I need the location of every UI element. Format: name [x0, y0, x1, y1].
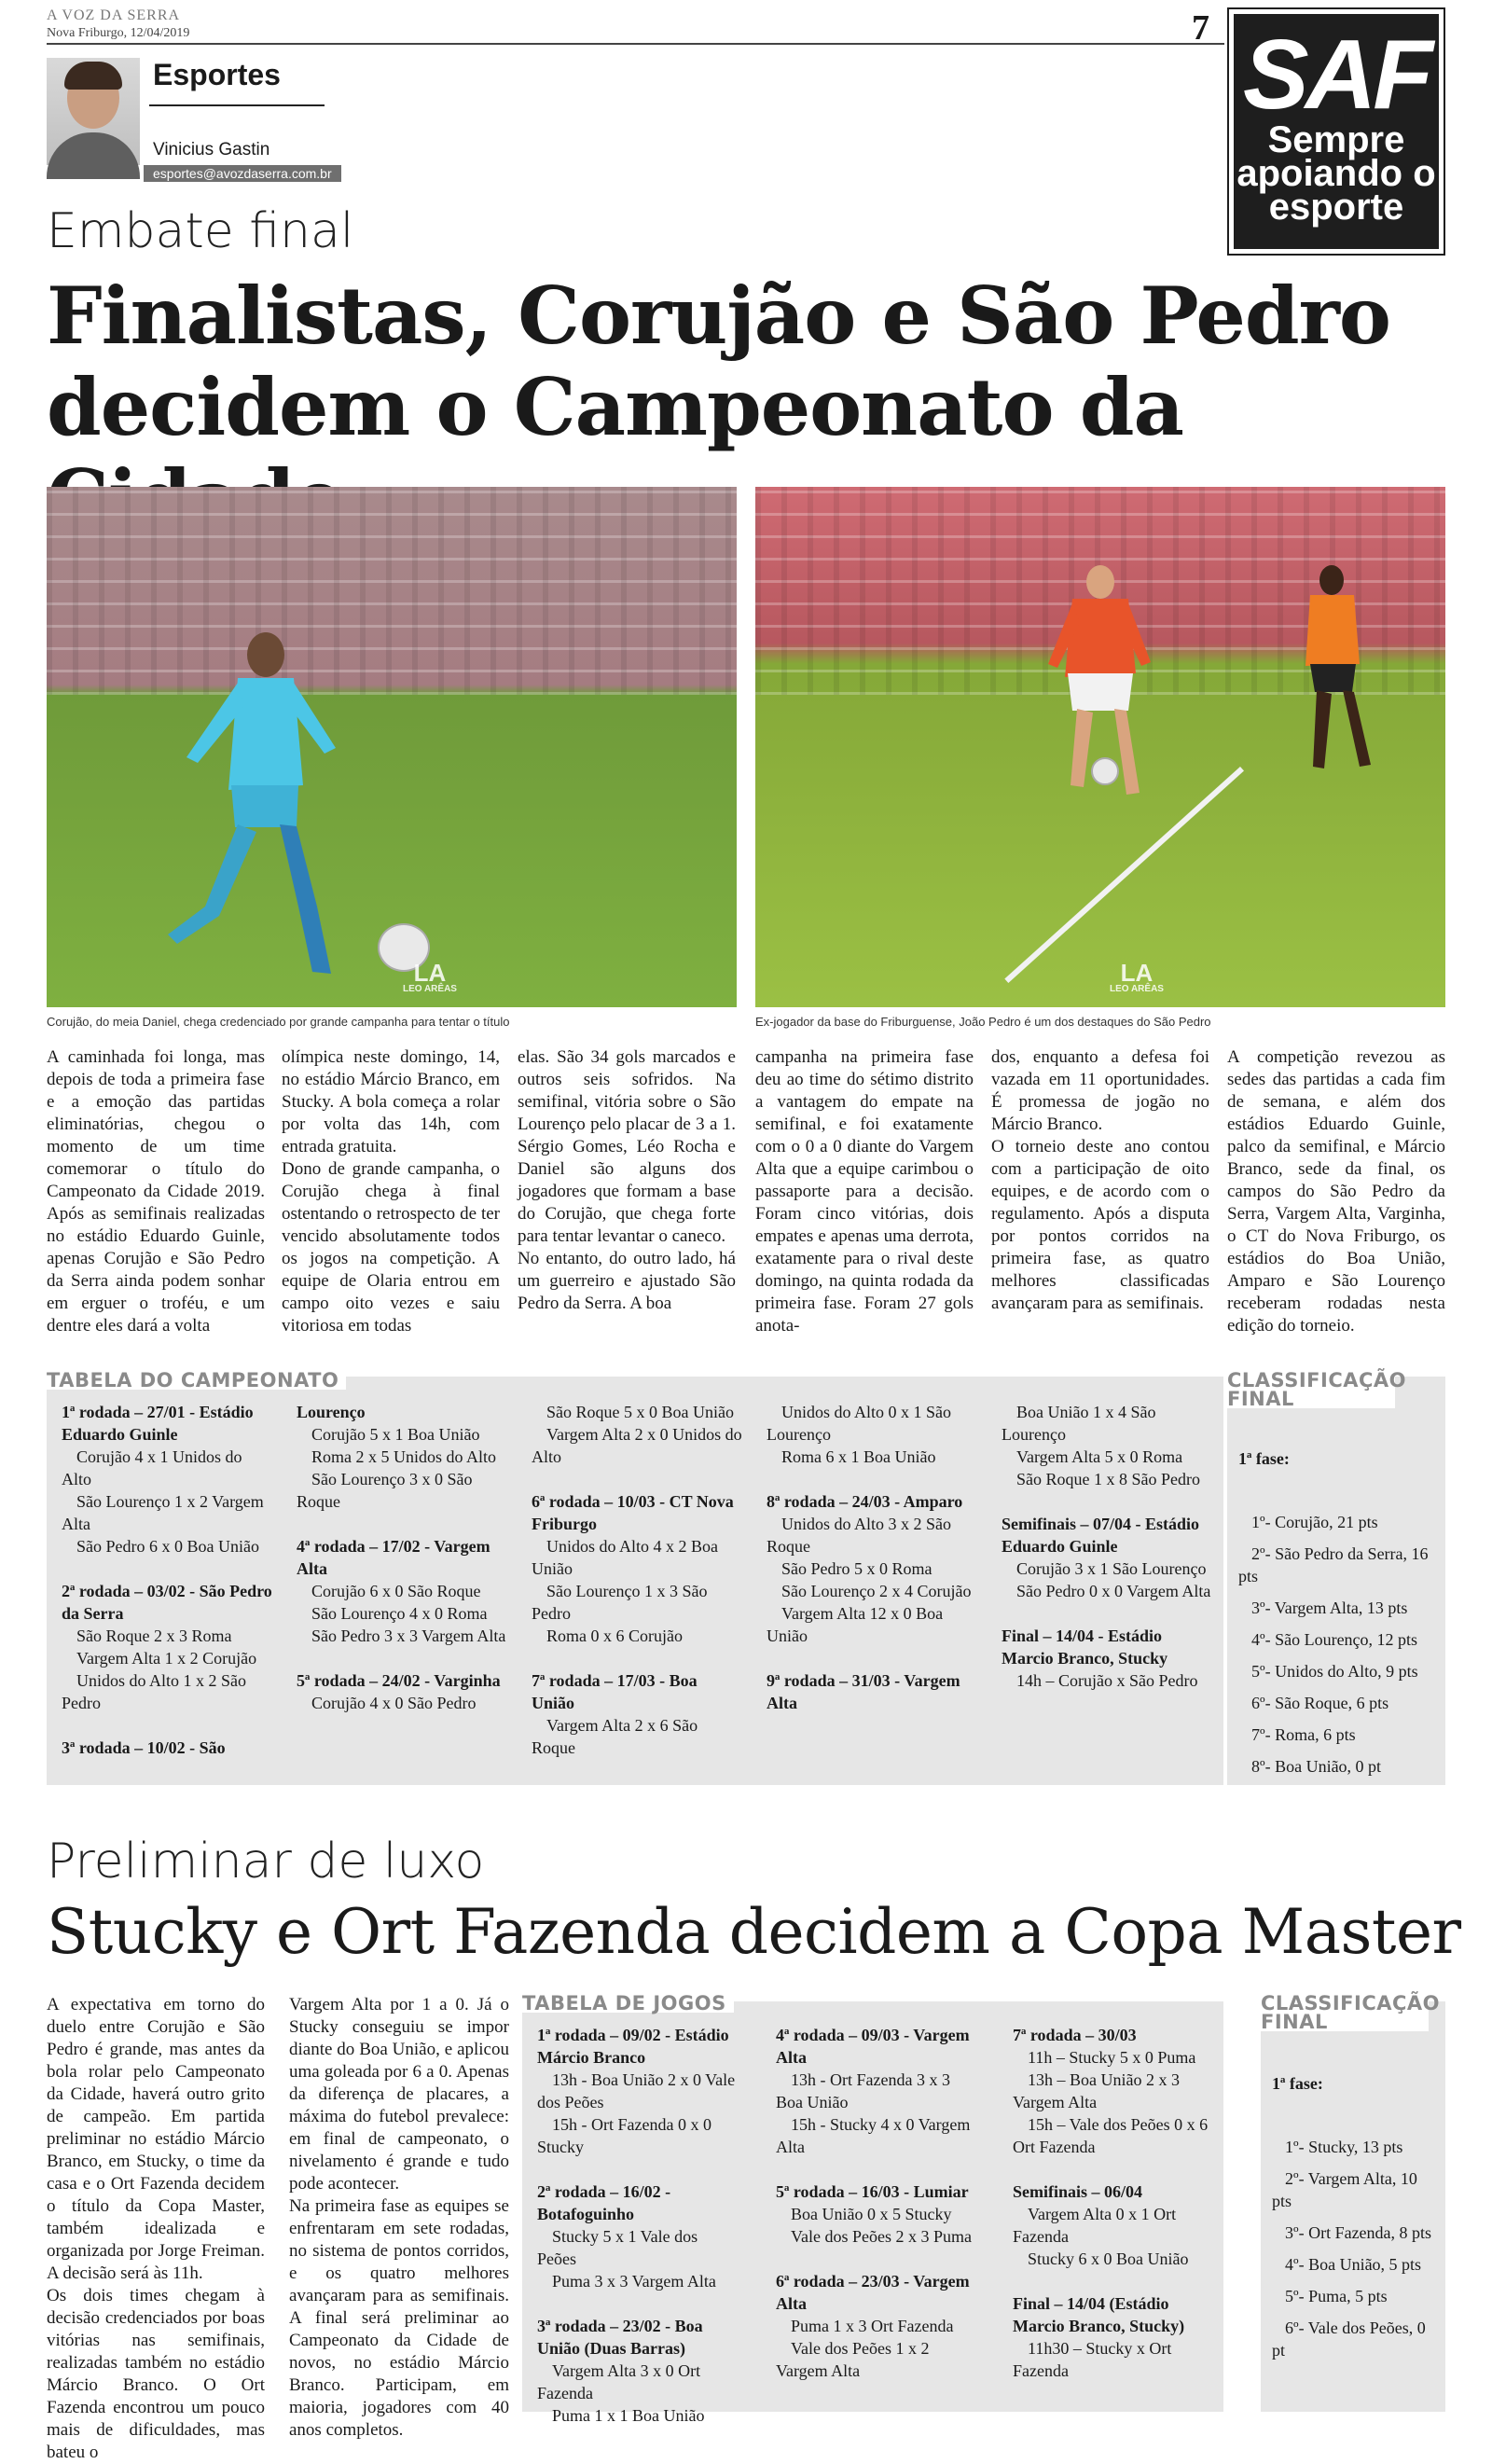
championship-table-match: Corujão 4 x 1 Unidos do Alto — [62, 1447, 242, 1488]
championship-table-match: Corujão 5 x 1 Boa União — [311, 1425, 480, 1444]
games-table-match: 11h – Stucky 5 x 0 Puma — [1028, 2048, 1196, 2067]
championship-table-match: Unidos do Alto 3 x 2 São Roque — [767, 1515, 952, 1556]
photo-watermark: LA LEO ARÊAS — [1110, 959, 1164, 994]
games-table-match: 13h - Ort Fazenda 3 x 3 Boa União — [776, 2070, 950, 2111]
championship-table-match: São Roque 2 x 3 Roma — [76, 1627, 232, 1645]
classification-row: 7º- Roma, 6 pts — [1251, 1725, 1356, 1744]
games-table-match: Stucky 5 x 1 Vale dos Peões — [537, 2227, 698, 2268]
article1-kicker: Embate final — [47, 203, 354, 259]
classification2-list — [1272, 2050, 1440, 2393]
games-table-match: 15h – Vale dos Peões 0 x 6 Ort Fazenda — [1013, 2115, 1209, 2156]
championship-table-round-heading: 4ª rodada – 17/02 - Vargem Alta — [297, 1537, 490, 1578]
games-table-match: 15h - Ort Fazenda 0 x 0 Stucky — [537, 2115, 711, 2156]
games-table-match: 11h30 – Stucky x Ort Fazenda — [1013, 2339, 1172, 2380]
classification-row: 2º- São Pedro da Serra, 16 pts — [1238, 1544, 1429, 1585]
article1-column-4: campanha na primeira fase deu ao time do sétimo distrito a vantagem do empate na semifinal, e foi exatamente com o 0 a 0 diante do Vargem Alta que a equipe carimbou o passaporte para a decisão. Foram cinco vitórias, dois empates e apenas uma derrota, exatamente para o rival deste domingo, na quinta rodada da primeira fase. Foram 27 gols anota- — [755, 1047, 974, 1336]
games-table-match: Vargem Alta 3 x 0 Ort Fazenda — [537, 2361, 701, 2402]
games-table-match: Stucky 6 x 0 Boa União — [1028, 2249, 1189, 2268]
classification-row: 6º- São Roque, 6 pts — [1251, 1694, 1389, 1712]
championship-table-round-heading: 3ª rodada – 10/02 - São — [62, 1738, 226, 1757]
article2-column-2: Vargem Alta por 1 a 0. Já o Stucky conseguiu se impor diante do Boa União, e aplicou uma goleada por 6 a 0. Apenas da diferença de placares, a máxima do futebol prevalece: em final de campeonato, o nivelamento é grande e tudo pode acontecer. Na primeira fase as equipes se enfrentaram em sete rodadas, no sistema de pontos corridos, e os quatro melhores avançaram para as semifinais. A final será preliminar ao Campeonato da Cidade de novos, no estádio Márcio Branco. Participam, em maioria, jogadores com 40 anos completos. — [289, 1995, 509, 2440]
championship-table-match: São Pedro 5 x 0 Roma — [781, 1559, 932, 1578]
article2-headline: Stucky e Ort Fazenda decidem a Copa Master — [47, 1896, 1461, 1968]
games-table-match: 13h - Boa União 2 x 0 Vale dos Peões — [537, 2070, 736, 2111]
championship-table-match: Unidos do Alto 0 x 1 São Lourenço — [767, 1403, 952, 1444]
player-silhouette-icon — [1035, 561, 1166, 860]
classification-row: 8º- Boa União, 0 pt — [1251, 1757, 1382, 1776]
championship-table-round-heading: 2ª rodada – 03/02 - São Pedro da Serra — [62, 1582, 272, 1623]
saf-tagline-3: esporte — [1268, 187, 1404, 228]
photo-corujao-player — [47, 487, 737, 1007]
classification2-phase: 1ª fase: — [1272, 2074, 1323, 2093]
games-table-match: Vargem Alta 0 x 1 Ort Fazenda — [1013, 2205, 1177, 2246]
saf-ad[interactable] — [1229, 9, 1444, 254]
championship-table-round-heading: Semifinais – 07/04 - Estádio Eduardo Guinle — [1002, 1515, 1200, 1556]
masthead: A VOZ DA SERRA — [47, 7, 181, 23]
games-table-match: Puma 1 x 3 Ort Fazenda — [791, 2317, 954, 2335]
opponent-silhouette-icon — [1278, 561, 1389, 785]
games-table-match: 13h – Boa União 2 x 3 Vargem Alta — [1013, 2070, 1180, 2111]
headline-line-2: decidem o Campeonato da — [47, 361, 1183, 453]
championship-table-match: Unidos do Alto 1 x 2 São Pedro — [62, 1671, 247, 1712]
championship-table-match: Vargem Alta 1 x 2 Corujão — [76, 1649, 257, 1668]
section-title: Esportes — [153, 58, 281, 91]
championship-table-match: Roma 2 x 5 Unidos do Alto — [311, 1447, 497, 1466]
games-table-title: TABELA DE JOGOS — [522, 1994, 734, 2013]
games-table-round-heading: 7ª rodada – 30/03 — [1013, 2026, 1137, 2044]
games-table-round-heading: 2ª rodada – 16/02 - Botafoguinho — [537, 2182, 671, 2223]
author-avatar — [47, 58, 140, 165]
championship-table-match: Vargem Alta 2 x 6 São Roque — [532, 1716, 698, 1757]
championship-table-column-4 — [767, 1401, 977, 1714]
classification-row: 5º- Unidos do Alto, 9 pts — [1251, 1662, 1418, 1681]
dateline: Nova Friburgo, 12/04/2019 — [47, 26, 190, 40]
championship-table-match: Vargem Alta 2 x 0 Unidos do Alto — [532, 1425, 742, 1466]
classification-list — [1238, 1425, 1438, 1809]
championship-table-round-heading: 6ª rodada – 10/03 - CT Nova Friburgo — [532, 1492, 734, 1533]
games-table-round-heading: 1ª rodada – 09/02 - Estádio Márcio Branco — [537, 2026, 729, 2067]
classification2-row: 6º- Vale dos Peões, 0 pt — [1272, 2319, 1426, 2360]
championship-table-match: 14h – Corujão x São Pedro — [1016, 1671, 1198, 1690]
championship-table-column-1 — [62, 1401, 272, 1759]
games-table-round-heading: 5ª rodada – 16/03 - Lumiar — [776, 2182, 969, 2201]
championship-table-match: Vargem Alta 12 x 0 Boa União — [767, 1604, 944, 1645]
championship-table-column-5 — [1002, 1401, 1212, 1692]
classification2-row: 3º- Ort Fazenda, 8 pts — [1285, 2223, 1432, 2242]
championship-table-round-heading: 5ª rodada – 24/02 - Varginha — [297, 1671, 501, 1690]
games-table-column-2 — [776, 2024, 979, 2382]
saf-tagline-1: Sempre — [1267, 119, 1405, 160]
photo-caption-left: Corujão, do meia Daniel, chega credenciado por grande campanha para tentar o título — [47, 1015, 510, 1029]
championship-table-match: Roma 6 x 1 Boa União — [781, 1447, 936, 1466]
games-table-match: Vale dos Peões 2 x 3 Puma — [791, 2227, 972, 2246]
article2-column-1: A expectativa em torno do duelo entre Corujão e São Pedro é grande, mas antes da bola rolar pelo Campeonato da Cidade, haverá outro grito de campeão. Em partida preliminar no estádio Márcio Branco, em Stucky, o time da casa e o Ort Fazenda decidem o título da Copa Master, também idealizada e organizada por Jorge Freiman. A decisão será às 11h. Os dois times chegam à decisão credenciados por boas vitórias nas semifinais, realizadas também no estádio Márcio Branco. O Ort Fazenda encontrou um pouco mais de dificuldades, mas bateu o — [47, 1995, 265, 2462]
classification2-row: 5º- Puma, 5 pts — [1285, 2287, 1388, 2305]
header-rule — [47, 43, 1224, 45]
championship-table-round-heading: Final – 14/04 - Estádio Marcio Branco, Stucky — [1002, 1627, 1168, 1668]
championship-table-match: São Pedro 0 x 0 Vargem Alta — [1016, 1582, 1211, 1600]
championship-table-title: TABELA DO CAMPEONATO — [47, 1371, 346, 1390]
championship-table-match: São Lourenço 3 x 0 São Roque — [297, 1470, 473, 1511]
championship-table-match: Corujão 4 x 0 São Pedro — [311, 1694, 477, 1712]
games-table-column-1 — [537, 2024, 740, 2427]
championship-table-match: São Lourenço 1 x 2 Vargem Alta — [62, 1492, 264, 1533]
saf-logo: SAF — [1243, 20, 1430, 130]
games-table-match: 15h - Stucky 4 x 0 Vargem Alta — [776, 2115, 971, 2156]
championship-table-match: Vargem Alta 5 x 0 Roma — [1016, 1447, 1183, 1466]
saf-tagline-2: apoiando o — [1236, 153, 1436, 194]
championship-table-match: São Pedro 3 x 3 Vargem Alta — [311, 1627, 506, 1645]
championship-table-round-heading: 8ª rodada – 24/03 - Amparo — [767, 1492, 963, 1511]
games-table-round-heading: 6ª rodada – 23/03 - Vargem Alta — [776, 2272, 970, 2313]
classification2-row: 1º- Stucky, 13 pts — [1285, 2138, 1403, 2156]
ball-icon — [1091, 757, 1119, 785]
classification2-title: CLASSIFICAÇÃO FINAL — [1261, 1992, 1441, 2033]
games-table-round-heading: Final – 14/04 (Estádio Marcio Branco, Stucky) — [1013, 2294, 1185, 2335]
classification2-row: 2º- Vargem Alta, 10 pts — [1272, 2169, 1417, 2210]
championship-table-round-heading: 7ª rodada – 17/03 - Boa União — [532, 1671, 698, 1712]
championship-table-column-3 — [532, 1401, 742, 1759]
classification-row: 3º- Vargem Alta, 13 pts — [1251, 1599, 1408, 1617]
article1-column-2: olímpica neste domingo, 14, no estádio Márcio Branco, em Stucky. A bola começa a rolar por volta das 14h, com entrada gratuita. Dono de grande campanha, o Corujão chega à final ostentando o retrospecto de ter vencido absolutamente todos os jogos na competição. A equipe de Olaria entrou em campo oito vezes e saiu vitoriosa em todas — [282, 1047, 500, 1336]
page-number: 7 — [1192, 8, 1209, 48]
games-table-match: Puma 3 x 3 Vargem Alta — [552, 2272, 716, 2291]
games-table-round-heading: 3ª rodada – 23/02 - Boa União (Duas Barras) — [537, 2317, 703, 2358]
games-table-match: Vale dos Peões 1 x 2 Vargem Alta — [776, 2339, 930, 2380]
classification-row: 1º- Corujão, 21 pts — [1251, 1513, 1378, 1531]
classification-phase: 1ª fase: — [1238, 1449, 1290, 1468]
championship-table-match: São Pedro 6 x 0 Boa União — [76, 1537, 259, 1556]
photo-caption-right: Ex-jogador da base do Friburguense, João Pedro é um dos destaques do São Pedro — [755, 1015, 1211, 1029]
championship-table-match: São Roque 5 x 0 Boa União — [546, 1403, 734, 1421]
championship-table-match: Unidos do Alto 4 x 2 Boa União — [532, 1537, 719, 1578]
headline-line-1: Finalistas, Corujão e São Pedro — [47, 270, 1390, 362]
author-name: Vinicius Gastin — [153, 140, 270, 159]
games-table-round-heading: Semifinais – 06/04 — [1013, 2182, 1143, 2201]
championship-table-round-heading: Lourenço — [297, 1403, 366, 1421]
games-table-column-3 — [1013, 2024, 1216, 2382]
article1-column-1: A caminhada foi longa, mas depois de toda a primeira fase e a emoção das partidas eliminatórias, chegou o momento de um time comemorar o título do Campeonato da Cidade 2019. Após as semifinais realizadas no estádio Eduardo Guinle, apenas Corujão e São Pedro da Serra ainda podem sonhar em erguer o troféu, e um dentre eles dará a volta — [47, 1047, 265, 1336]
player-silhouette-icon — [149, 627, 382, 990]
article1-column-6: A competição revezou as sedes das partidas a cada fim de semana, e além dos estádios Eduardo Guinle, palco da semifinal, e Márcio Branco, sede da final, os campos do São Pedro da Serra, Vargem Alta, Varginha, o CT do Nova Friburgo, os estádios do Boa União, Amparo e São Lourenço receberam rodadas nesta edição do torneio. — [1227, 1047, 1445, 1336]
photo-watermark: LA LEO ARÊAS — [403, 959, 457, 994]
classification2-row: 4º- Boa União, 5 pts — [1285, 2255, 1422, 2274]
games-table-match: Boa União 0 x 5 Stucky — [791, 2205, 952, 2223]
championship-table-match: São Lourenço 2 x 4 Corujão — [781, 1582, 972, 1600]
article1-column-3: elas. São 34 gols marcados e outros seis sofridos. Na semifinal, vitória sobre o São Lourenço pelo placar de 3 a 1. Sérgio Gomes, Léo Rocha e Daniel são alguns dos jogadores que formam a base do Corujão, que chega forte para tentar levantar o caneco. No entanto, do outro lado, há um guerreiro e ajustado São Pedro da Serra. A boa — [518, 1047, 736, 1313]
championship-table-round-heading: 9ª rodada – 31/03 - Vargem Alta — [767, 1671, 960, 1712]
championship-table-round-heading: 1ª rodada – 27/01 - Estádio Eduardo Guinle — [62, 1403, 254, 1444]
games-table-round-heading: 4ª rodada – 09/03 - Vargem Alta — [776, 2026, 970, 2067]
games-table-match: Puma 1 x 1 Boa União — [552, 2406, 705, 2425]
championship-table-match: São Roque 1 x 8 São Pedro — [1016, 1470, 1200, 1488]
article2-kicker: Preliminar de luxo — [47, 1834, 485, 1890]
championship-table-column-2 — [297, 1401, 507, 1714]
article1-column-5: dos, enquanto a defesa foi vazada em 11 oportunidades. É promessa de jogão no Márcio Branco. O torneio deste ano contou com a participação de oito equipes, e de acordo com o regulamento. Após a disputa por pontos corridos na primeira fase, as quatro melhores classificadas avançaram para as semifinais. — [991, 1047, 1209, 1313]
classification-row: 4º- São Lourenço, 12 pts — [1251, 1630, 1418, 1649]
championship-table-match: Boa União 1 x 4 São Lourenço — [1002, 1403, 1156, 1444]
championship-table-match: São Lourenço 1 x 3 São Pedro — [532, 1582, 708, 1623]
author-email[interactable]: esportes@avozdaserra.com.br — [144, 165, 341, 182]
classification-title: CLASSIFICAÇÃO FINAL — [1227, 1369, 1407, 1410]
championship-table-match: Roma 0 x 6 Corujão — [546, 1627, 683, 1645]
photo-sao-pedro-player — [755, 487, 1445, 1007]
championship-table-match: São Lourenço 4 x 0 Roma — [311, 1604, 488, 1623]
championship-table-match: Corujão 3 x 1 São Lourenço — [1016, 1559, 1207, 1578]
championship-table-match: Corujão 6 x 0 São Roque — [311, 1582, 481, 1600]
section-rule — [149, 104, 325, 106]
